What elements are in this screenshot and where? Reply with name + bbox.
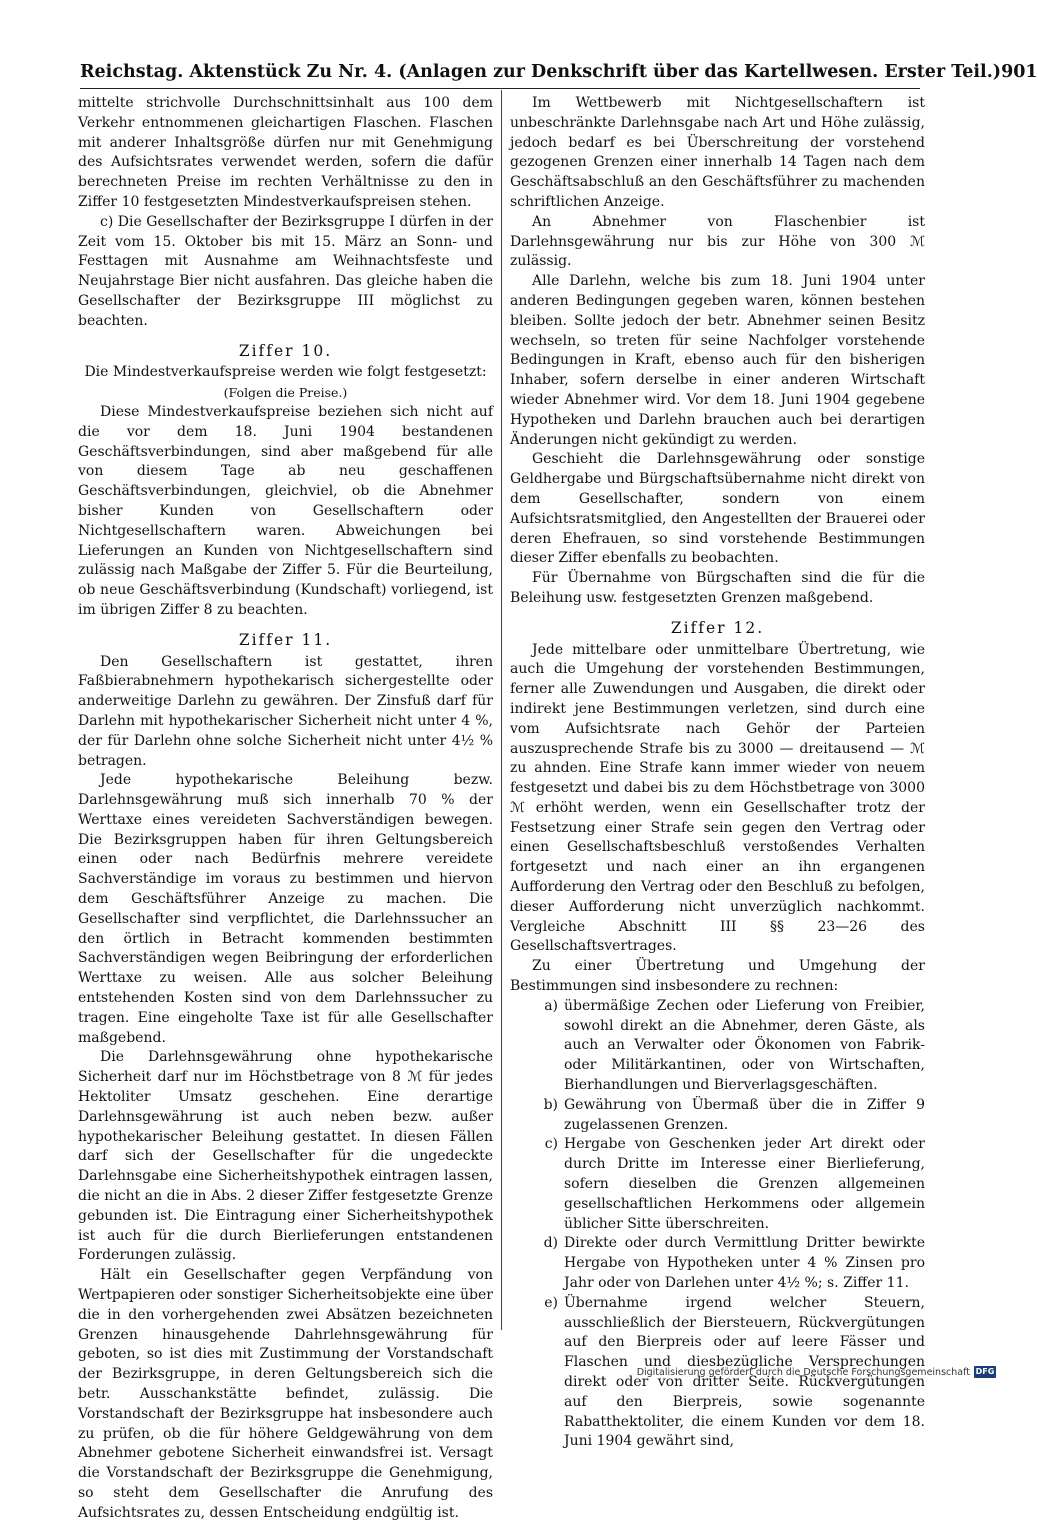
paragraph: Alle Darlehn, welche bis zum 18. Juni 1904 unter anderen Bedingungen gegeben waren, können bestehen bleiben. Sollte jedoch der betr. Abnehmer seinen Besitz wechseln, so treten für seine Nachfolger vorstehende Bedingungen in Kraft, ebenso auch für den bisherigen Inhaber, sofern derselbe in einer anderen Wirtschaft wieder Abnehmer wird. Vor dem 18. Juni 1904 gegebene Hypotheken und Darlehn brauchen auch bei derartigen Änderungen nicht gekündigt zu werden. bbox=[510, 273, 925, 448]
paragraph: c) Die Gesellschafter der Bezirksgruppe I dürfen in der Zeit vom 15. Oktober bis mit 15. März an Sonn- und Festtagen mit Ausnahme am Weihnachtsfeste und Neujahrstage Bier nicht ausfahren. Das gleiche haben die Gesellschafter der Bezirksgruppe III möglichst zu beachten. bbox=[78, 213, 493, 329]
footer-text: Digitalisierung gefördert durch die Deutsche Forschungsgemeinschaft bbox=[636, 1366, 970, 1378]
list-marker: a) bbox=[544, 997, 558, 1014]
list-text: übermäßige Zechen oder Lieferung von Freibier, sowohl direkt an die Abnehmer, deren Gäste, als auch an Verwalter oder Ökonomen von Fabrik- oder Militärkantinen, oder von Wirtschaften, Bierhandlungen und Bierverlagsgeschäften. bbox=[564, 997, 925, 1094]
list-text: Hergabe von Geschenken jeder Art direkt oder durch Dritte im Interesse einer Bierlieferung, sofern dieselben die Grenzen allgemeinen gesellschaftlichen Herkommens oder allgemein üblicher Sitte überschreiten. bbox=[564, 1136, 925, 1232]
paragraph: Diese Mindestverkaufspreise beziehen sich nicht auf die vor dem 18. Juni 1904 bestandenen Geschäftsverbindungen, sind aber maßgebend für alle von diesem Tage ab neu geschaffenen Geschäftsverbindungen, gleichviel, ob die Abnehmer bisher Kunden von Gesellschaftern oder Nichtgesellschaftern waren. Abweichungen bei Lieferungen an Kunden von Nichtgesellschaftern sind zulässig nach Maßgabe der Ziffer 5. Für die Beurteilung, ob neue Geschäftsverbindung (Kundschaft) vorliegend, ist im übrigen Ziffer 8 zu beachten. bbox=[78, 403, 493, 618]
paragraph: Den Gesellschaftern ist gestattet, ihren Faßbierabnehmern hypothekarisch sichergestellte oder anderweitige Darlehn zu gewähren. Der Zinsfuß darf für Darlehn mit hypothekarischer Sicherheit nicht unter 4 %, der für Darlehn ohne solche Sicherheit nicht unter 4½ % betragen. bbox=[78, 653, 493, 769]
column-divider bbox=[501, 90, 502, 1330]
page-number: 901 bbox=[1001, 62, 1038, 82]
list-item bbox=[510, 1234, 925, 1293]
running-title: Reichstag. Aktenstück Zu Nr. 4. (Anlagen zur Denkschrift über das Kartellwesen. Erster Teil.) bbox=[80, 62, 1002, 82]
paragraph: Geschieht die Darlehnsgewährung oder sonstige Geldhergabe und Bürgschaftsübernahme nicht direkt von dem Gesellschafter, sondern von einem Aufsichtsratsmitglied, den Angestellten der Brauerei oder deren Ehefrauen, so sind vorstehende Bestimmungen dieser Ziffer ebenfalls zu beobachten. bbox=[510, 451, 925, 567]
paragraph: Im Wettbewerb mit Nichtgesellschaftern ist unbeschränkte Darlehnsgabe nach Art und Höhe zulässig, jedoch bedarf es bei Überschreitung der vorstehend gezogenen Grenzen einer innerhalb 14 Tagen nach dem Geschäftsabschluß an den Geschäftsführer zu machenden schriftlichen Anzeige. bbox=[510, 95, 925, 210]
paragraph: An Abnehmer von Flaschenbier ist Darlehnsgewährung nur bis zur Höhe von 300 ℳ zulässig. bbox=[510, 213, 925, 270]
paragraph: Jede hypothekarische Beleihung bezw. Darlehnsgewährung muß sich innerhalb 70 % der Werttaxe eines vereideten Sachverständigen bewegen. Die Bezirksgruppen haben für ihren Geltungsbereich einen oder nach Bedürfnis mehrere vereidete Sachverständige im voraus zu bestimmen und hiervon dem Geschäftsführer Anzeige zu machen. Die Gesellschafter sind verpflichtet, die Darlehnssucher an den örtlich in Betracht kommenden bestimmten Sachverständigen wegen Beibringung der erforderlichen Werttaxe zu weisen. Alle aus solcher Beleihung entstehenden Kosten sind von dem Darlehnssucher zu tragen. Eine eingeholte Taxe ist für alle Gesellschafter maßgebend. bbox=[78, 772, 493, 1046]
list-marker: b) bbox=[543, 1096, 558, 1113]
digitization-footer bbox=[620, 1364, 1000, 1380]
list-text: Gewährung von Übermaß über die in Ziffer 9 zugelassenen Grenzen. bbox=[564, 1096, 925, 1133]
section-heading-ziffer-10: Ziffer 10. bbox=[238, 341, 333, 360]
paragraph: Hält ein Gesellschafter gegen Verpfändung von Wertpapieren oder sonstiger Sicherheitsobjekte eine über die in den vorhergehenden zwei Absätzen bezeichneten Grenzen hinausgehende Dahrlehnsgewährung für geboten, so ist dies mit Zustimmung der Vorstandschaft der Bezirksgruppe, in deren Geltungsbereich sich die betr. Ausschankstätte befindet, zulässig. Die Vorstandschaft der Bezirksgruppe hat insbesondere auch zu prüfen, ob die für höhere Geldgewährung von dem Abnehmer gebotene Sicherheit einwandsfrei ist. Versagt die Vorstandschaft der Bezirksgruppe die Genehmigung, so steht dem Gesellschafter die Anrufung des Aufsichtsrates zu, dessen Entscheidung endgültig ist. bbox=[78, 1267, 493, 1521]
list-item bbox=[510, 1135, 925, 1234]
paragraph: Jede mittelbare oder unmittelbare Übertretung, wie auch die Umgehung der vorstehenden Bestimmungen, ferner alle Zuwendungen und Ausgaben, die direkt oder indirekt jene Bestimmungen verletzen, sind durch eine vom Aufsichtsrate nach Gehör der Parteien auszusprechende Strafe bis zu 3000 — dreitausend — ℳ zu ahnden. Eine Strafe kann immer wieder von neuem festgesetzt und dabei bis zu dem Höchstbetrage von 3000 ℳ erhöht werden, wenn ein Gesellschafter trotz der Festsetzung einer Strafe sein gegen den Vertrag oder einen Gesellschaftsbeschluß verstoßendes Verhalten fortgesetzt und nach einer an ihn ergangenen Aufforderung den Vertrag oder den Beschluß zu befolgen, dieser Aufforderung nicht unverzüglich nachkommt. Vergleiche Abschnitt III §§ 23—26 des Gesellschaftsvertrages. bbox=[510, 641, 925, 955]
paragraph: Für Übernahme von Bürgschaften sind die für die Beleihung usw. festgesetzten Grenzen maßgebend. bbox=[510, 570, 925, 606]
section-heading-ziffer-12: Ziffer 12. bbox=[670, 618, 765, 637]
paragraph: mittelte strichvolle Durchschnittsinhalt aus 100 dem Verkehr entnommenen gleichartigen Flaschen. Flaschen mit anderer Inhaltsgröße dürfen nur mit Genehmigung des Aufsichtsrates verwendet werden, sofern die dafür berechneten Preise im rechten Verhältnisse zu den in Ziffer 10 festgesetzten Mindestverkaufspreisen stehen. bbox=[78, 95, 493, 210]
list-marker: d) bbox=[543, 1235, 558, 1252]
paragraph: Die Darlehnsgewährung ohne hypothekarische Sicherheit darf nur im Höchstbetrage von 8 ℳ für jedes Hektoliter Umsatz geschehen. Eine derartige Darlehnsgewährung ist auch neben bezw. außer hypothekarischer Beleihung gestattet. In diesen Fällen darf sich der Gesellschafter für die ungedeckte Darlehnsgabe eine Sicherheitshypothek eintragen lassen, die nicht an die in Abs. 2 dieser Ziffer festgesetzte Grenze gebunden ist. Die Eintragung einer Sicherheitshypothek ist auch für die durch Bierlieferungen entstandenen Forderungen zulässig. bbox=[78, 1049, 493, 1264]
list-text: Direkte oder durch Vermittlung Dritter bewirkte Hergabe von Hypotheken unter 4 % Zinsen pro Jahr oder von Darlehen unter 4½ %; s. Ziffer 11. bbox=[564, 1235, 925, 1292]
left-column bbox=[78, 94, 493, 1524]
section-heading-ziffer-11: Ziffer 11. bbox=[238, 630, 333, 649]
dfg-logo-icon: DFG bbox=[975, 1367, 995, 1376]
list-text: Übernahme irgend welcher Steuern, ausschließlich der Biersteuern, Rückvergütungen auf den Bierpreis oder auf leere Fässer und Flaschen und diesbezügliche Versprechungen direkt oder von dritter Seite. Rückvergütungen auf den Bierpreis, sowie sogenannte Rabatthektoliter, die einem Kunden vor dem 18. Juni 1904 gewährt sind, bbox=[564, 1294, 925, 1450]
list-item bbox=[510, 997, 925, 1096]
paragraph: Zu einer Übertretung und Umgehung der Bestimmungen sind insbesondere zu rechnen: bbox=[510, 958, 925, 995]
right-column bbox=[510, 94, 925, 1452]
list-marker: e) bbox=[544, 1294, 558, 1311]
section-note: (Folgen die Preise.) bbox=[223, 385, 348, 401]
header-rule bbox=[80, 88, 920, 89]
list-item bbox=[510, 1096, 925, 1136]
page-header bbox=[80, 62, 1038, 82]
section-intro: Die Mindestverkaufspreise werden wie folgt festgesetzt: bbox=[84, 364, 487, 381]
list-marker: c) bbox=[544, 1136, 558, 1153]
